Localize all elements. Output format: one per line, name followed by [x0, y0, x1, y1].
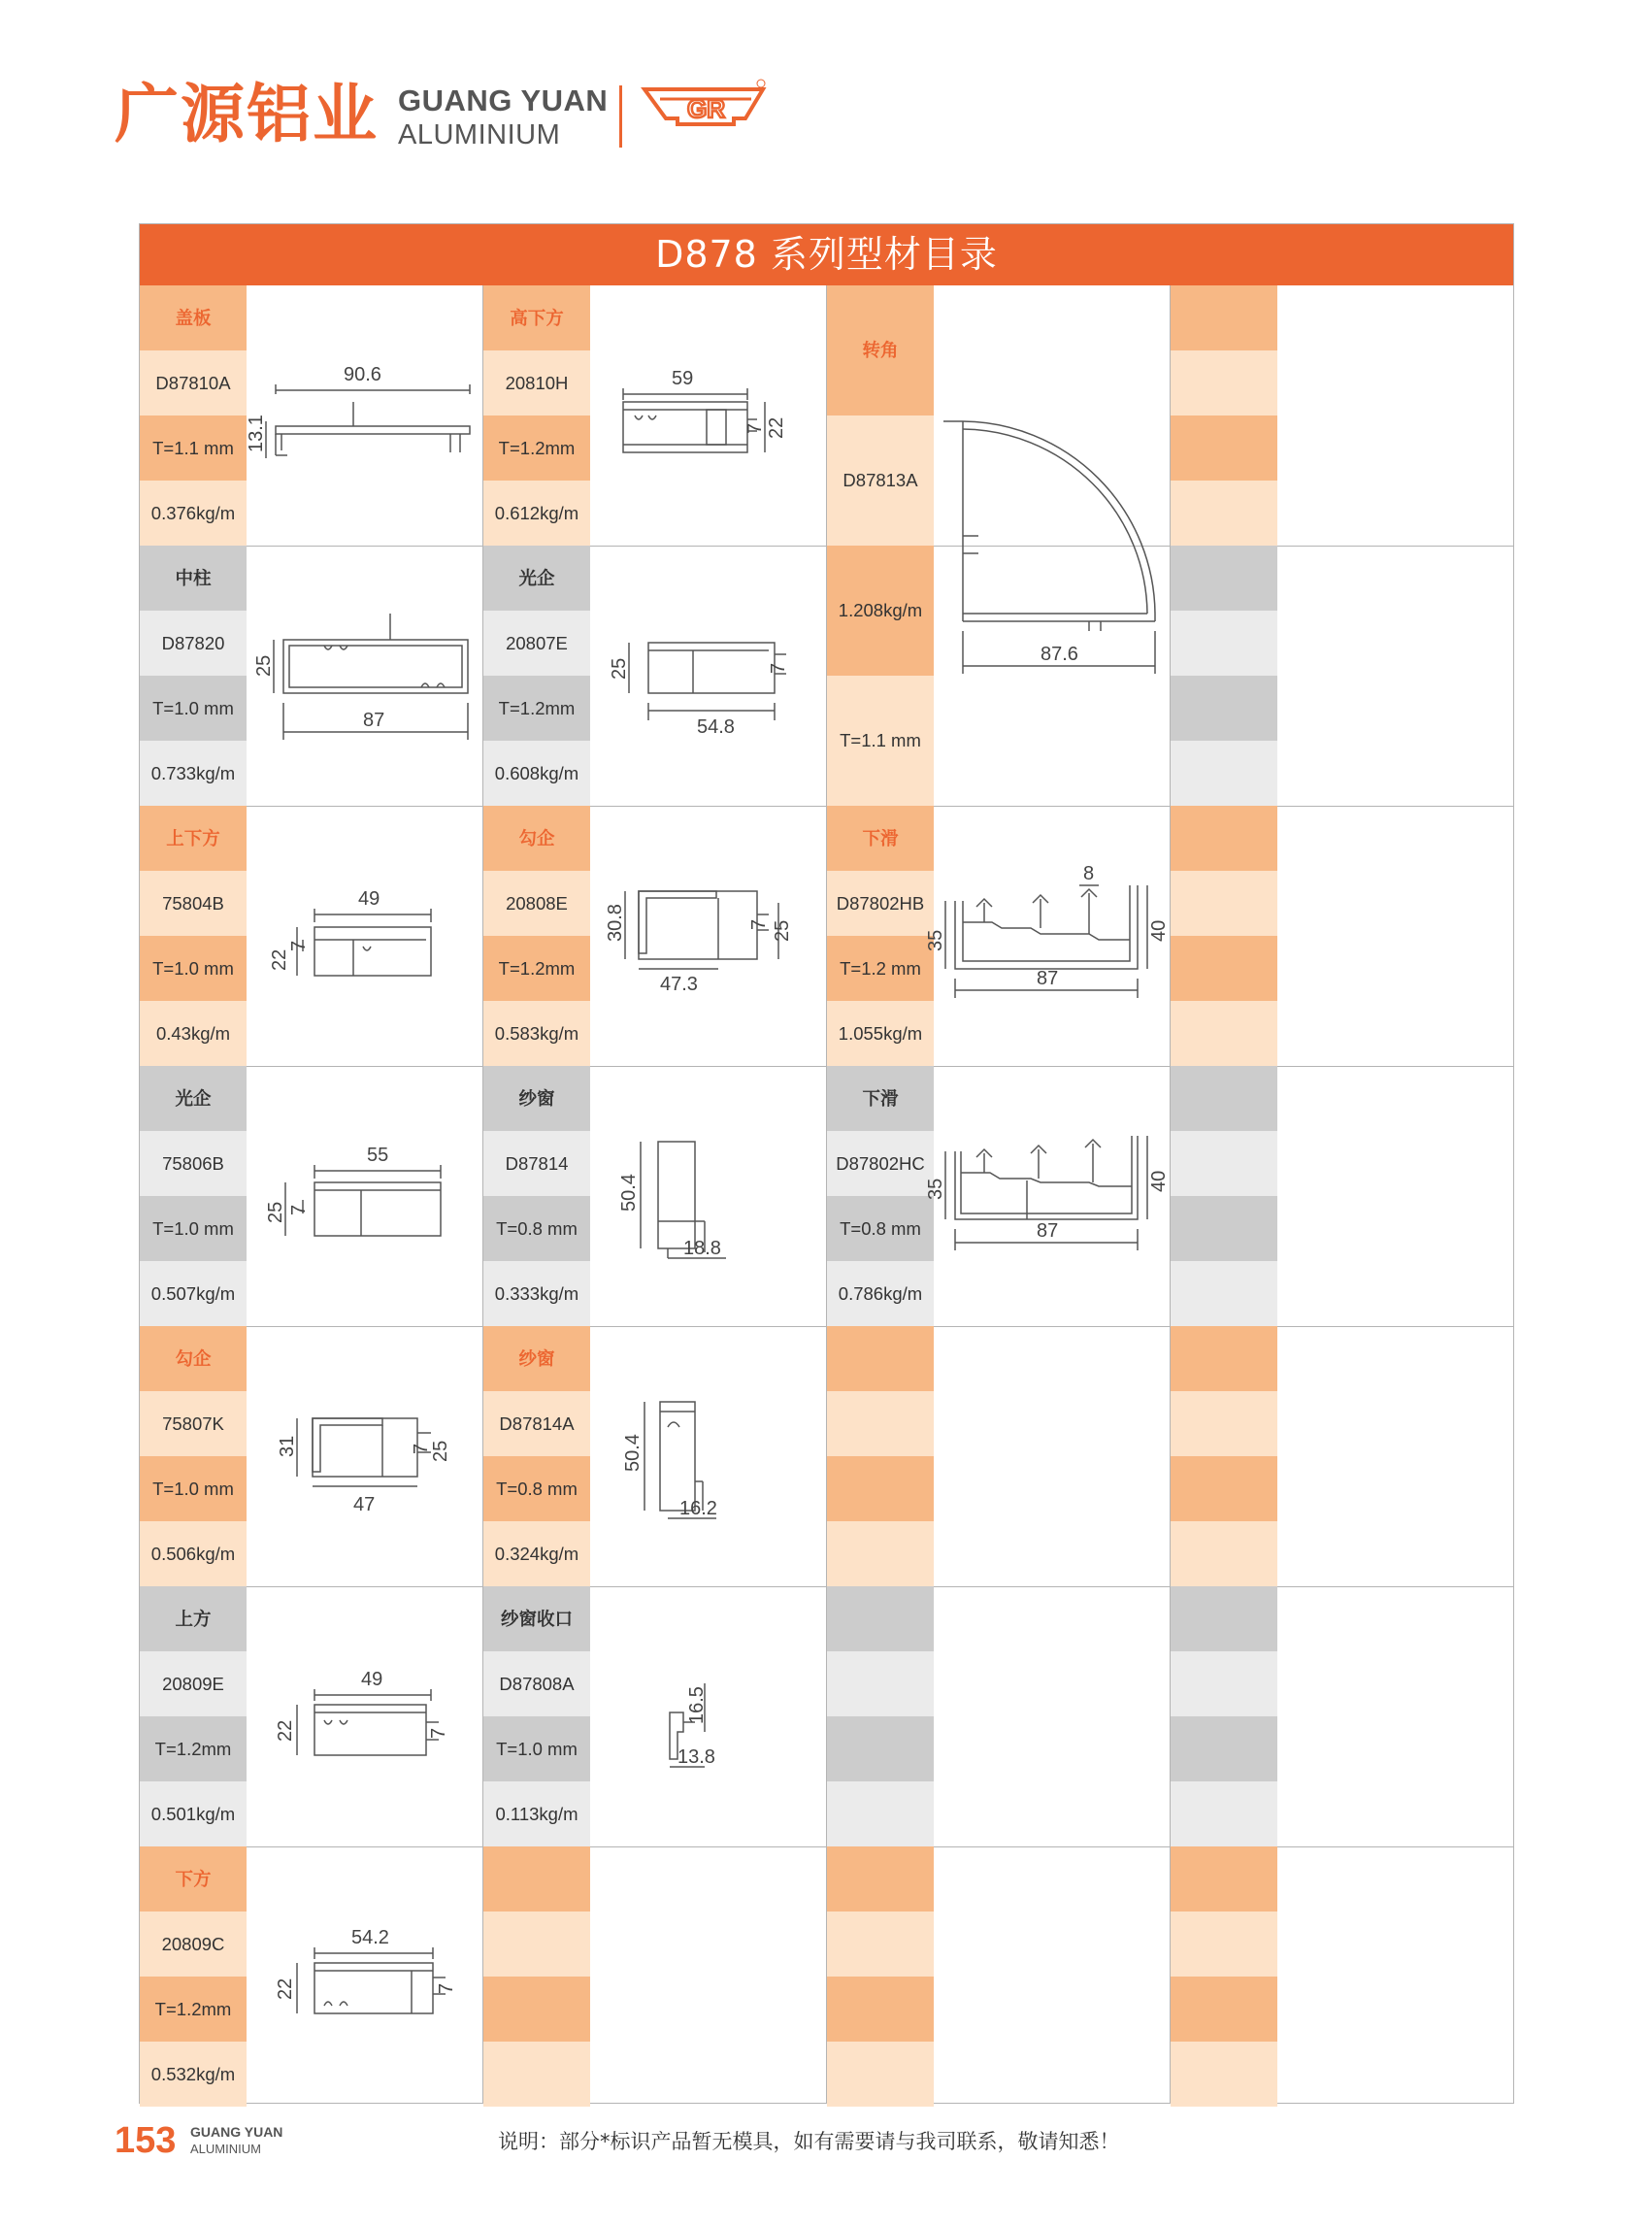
dimension-label: 7 — [428, 1727, 449, 1739]
profile-thickness: T=1.2 mm — [827, 936, 934, 1001]
profile-card — [827, 806, 1170, 1066]
dimension-label: 25 — [253, 654, 275, 677]
profile-weight: 0.612kg/m — [483, 481, 590, 546]
brand-logo — [639, 76, 770, 153]
dimension-label: 7 — [411, 1443, 432, 1454]
dimension-label: 87 — [363, 710, 385, 731]
dimension-label: 18.8 — [683, 1238, 721, 1259]
dimension-label: 22 — [275, 1719, 296, 1742]
profile-name: 纱窗 — [483, 1066, 590, 1131]
dimension-label: 13.8 — [677, 1746, 715, 1768]
dimension-label: 16.5 — [686, 1686, 708, 1724]
dimension-label: 7 — [288, 1204, 310, 1215]
profile-thickness: T=1.0 mm — [140, 936, 247, 1001]
profile-catalog — [139, 223, 1514, 2104]
dimension-label: 22 — [275, 1978, 296, 2000]
dimension-label: 13.1 — [246, 415, 267, 452]
dimension-label: 49 — [358, 888, 380, 910]
dimension-label: 87.6 — [1041, 644, 1078, 665]
dimension-label: 50.4 — [622, 1434, 644, 1472]
profile-code: 75807K — [140, 1391, 247, 1456]
dimension-label: 8 — [1083, 863, 1095, 884]
footer-note: 说明：部分*标识产品暂无模具，如有需要请与我司联系，敬请知悉！ — [498, 2130, 1120, 2153]
profile-code: D87802HB — [827, 871, 934, 936]
profile-weight: 0.507kg/m — [140, 1261, 247, 1326]
profile-card — [483, 285, 826, 546]
profile-code: 20810H — [483, 350, 590, 415]
page-number: 153 — [115, 2120, 177, 2161]
profile-thickness: T=1.0 mm — [483, 1716, 590, 1781]
profile-code: 20809C — [140, 1911, 247, 1977]
profile-name: 纱窗 — [483, 1326, 590, 1391]
dimension-label: 35 — [925, 1178, 946, 1200]
dimension-label: 50.4 — [618, 1174, 640, 1212]
profile-card — [140, 1066, 482, 1326]
catalog-title: D878 系列型材目录 — [140, 224, 1513, 285]
profile-card — [140, 1326, 482, 1586]
dimension-label: 59 — [672, 368, 694, 389]
dimension-label: 7 — [744, 422, 766, 434]
profile-thickness: T=1.0 mm — [140, 676, 247, 741]
dimension-label: 54.8 — [697, 716, 735, 738]
empty-card — [1171, 285, 1513, 546]
profile-weight: 0.506kg/m — [140, 1521, 247, 1586]
dimension-label: 7 — [288, 940, 310, 951]
profile-thickness: T=1.2mm — [140, 1977, 247, 2042]
dimension-label: 25 — [609, 657, 630, 680]
empty-card — [827, 1586, 1170, 1846]
dimension-label: 25 — [265, 1201, 286, 1223]
empty-card — [1171, 546, 1513, 806]
profile-name: 下方 — [140, 1846, 247, 1911]
dimension-label: 87 — [1037, 968, 1059, 989]
profile-code: D87813A — [827, 415, 934, 546]
profile-name: 纱窗收口 — [483, 1586, 590, 1651]
dimension-label: 47 — [353, 1494, 376, 1515]
profile-card — [140, 285, 482, 546]
brand-name-en-sub: ALUMINIUM — [398, 119, 561, 150]
profile-drawing — [925, 1066, 1170, 1326]
page-header — [115, 76, 794, 153]
profile-name: 高下方 — [483, 285, 590, 350]
profile-weight: 0.733kg/m — [140, 741, 247, 806]
profile-card — [140, 1846, 482, 2107]
dimension-label: 47.3 — [660, 974, 698, 995]
profile-weight: 0.608kg/m — [483, 741, 590, 806]
profile-card — [483, 1066, 826, 1326]
profile-name: 中柱 — [140, 546, 247, 611]
profile-code: D87814 — [483, 1131, 590, 1196]
profile-thickness: T=1.1 mm — [827, 676, 934, 806]
dimension-label: 54.2 — [351, 1927, 389, 1948]
profile-name: 勾企 — [483, 806, 590, 871]
profile-drawing — [934, 285, 1170, 806]
empty-card — [1171, 1586, 1513, 1846]
profile-drawing — [247, 1586, 482, 1846]
profile-code: 20809E — [140, 1651, 247, 1716]
dimension-label: 40 — [1148, 919, 1170, 942]
profile-name: 下滑 — [827, 806, 934, 871]
page-footer — [115, 2116, 1522, 2175]
profile-code: D87814A — [483, 1391, 590, 1456]
dimension-label: 35 — [925, 929, 946, 951]
profile-drawing — [247, 1066, 482, 1326]
empty-card — [1171, 1326, 1513, 1586]
footer-brand-sub: ALUMINIUM — [190, 2142, 261, 2156]
profile-weight: 0.333kg/m — [483, 1261, 590, 1326]
profile-drawing — [247, 1326, 482, 1586]
dimension-label: 90.6 — [344, 364, 381, 385]
dimension-label: 87 — [1037, 1220, 1059, 1242]
profile-card — [827, 1066, 1170, 1326]
profile-name: 下滑 — [827, 1066, 934, 1131]
profile-card — [483, 1586, 826, 1846]
profile-weight: 0.376kg/m — [140, 481, 247, 546]
profile-thickness: T=1.2mm — [483, 676, 590, 741]
profile-name: 转角 — [827, 285, 934, 415]
dimension-label: 25 — [772, 919, 793, 942]
profile-drawing — [247, 806, 482, 1066]
dimension-label: 7 — [768, 662, 789, 674]
profile-name: 盖板 — [140, 285, 247, 350]
profile-name: 光企 — [483, 546, 590, 611]
profile-code: 20808E — [483, 871, 590, 936]
profile-name: 勾企 — [140, 1326, 247, 1391]
profile-card — [483, 806, 826, 1066]
brand-divider — [619, 85, 622, 148]
profile-drawing — [590, 806, 826, 1066]
empty-card — [827, 1326, 1170, 1586]
brand-name-en: GUANG YUAN — [398, 83, 609, 117]
profile-weight: 0.113kg/m — [483, 1781, 590, 1846]
profile-thickness: T=0.8 mm — [483, 1196, 590, 1261]
profile-code: D87810A — [140, 350, 247, 415]
profile-thickness: T=1.0 mm — [140, 1196, 247, 1261]
profile-weight: 1.055kg/m — [827, 1001, 934, 1066]
profile-drawing — [247, 285, 482, 546]
profile-weight: 1.208kg/m — [827, 546, 934, 676]
profile-card — [140, 806, 482, 1066]
dimension-label: 16.2 — [679, 1498, 717, 1519]
dimension-label: 31 — [277, 1435, 298, 1457]
profile-name: 光企 — [140, 1066, 247, 1131]
profile-drawing — [247, 1846, 482, 2107]
profile-card — [483, 1326, 826, 1586]
profile-weight: 0.786kg/m — [827, 1261, 934, 1326]
dimension-label: 25 — [430, 1440, 451, 1462]
dimension-label: 49 — [361, 1669, 383, 1690]
profile-drawing — [590, 1586, 826, 1846]
profile-card — [483, 546, 826, 806]
profile-thickness: T=1.0 mm — [140, 1456, 247, 1521]
dimension-label: 7 — [436, 1982, 457, 1994]
empty-card — [1171, 806, 1513, 1066]
profile-code: 75804B — [140, 871, 247, 936]
empty-card — [1171, 1846, 1513, 2107]
profile-thickness: T=0.8 mm — [827, 1196, 934, 1261]
profile-thickness: T=1.1 mm — [140, 415, 247, 481]
profile-code: D87820 — [140, 611, 247, 676]
empty-card — [483, 1846, 826, 2107]
profile-weight: 0.583kg/m — [483, 1001, 590, 1066]
logo-text: GR — [687, 94, 725, 123]
dimension-label: 7 — [748, 918, 770, 930]
profile-name: 上方 — [140, 1586, 247, 1651]
profile-code: D87802HC — [827, 1131, 934, 1196]
profile-code: 75806B — [140, 1131, 247, 1196]
dimension-label: 55 — [367, 1145, 389, 1166]
profile-thickness: T=0.8 mm — [483, 1456, 590, 1521]
profile-drawing — [590, 285, 826, 546]
dimension-label: 22 — [269, 948, 290, 971]
profile-weight: 0.324kg/m — [483, 1521, 590, 1586]
profile-code: D87808A — [483, 1651, 590, 1716]
profile-drawing — [590, 1326, 826, 1586]
profile-weight: 0.43kg/m — [140, 1001, 247, 1066]
profile-weight: 0.532kg/m — [140, 2042, 247, 2107]
footer-brand: GUANG YUAN — [190, 2124, 283, 2140]
profile-drawing — [247, 546, 482, 806]
dimension-label: 30.8 — [605, 904, 626, 942]
profile-card — [140, 546, 482, 806]
profile-thickness: T=1.2mm — [483, 936, 590, 1001]
profile-weight: 0.501kg/m — [140, 1781, 247, 1846]
brand-name-cn: 广源铝业 — [115, 77, 379, 151]
profile-card — [827, 285, 1170, 806]
profile-code: 20807E — [483, 611, 590, 676]
dimension-label: 22 — [766, 416, 787, 439]
empty-card — [827, 1846, 1170, 2107]
profile-drawing — [590, 1066, 826, 1326]
profile-drawing — [590, 546, 826, 806]
profile-thickness: T=1.2mm — [483, 415, 590, 481]
dimension-label: 40 — [1148, 1170, 1170, 1192]
profile-drawing — [925, 806, 1170, 1066]
profile-card — [140, 1586, 482, 1846]
empty-card — [1171, 1066, 1513, 1326]
profile-name: 上下方 — [140, 806, 247, 871]
profile-thickness: T=1.2mm — [140, 1716, 247, 1781]
